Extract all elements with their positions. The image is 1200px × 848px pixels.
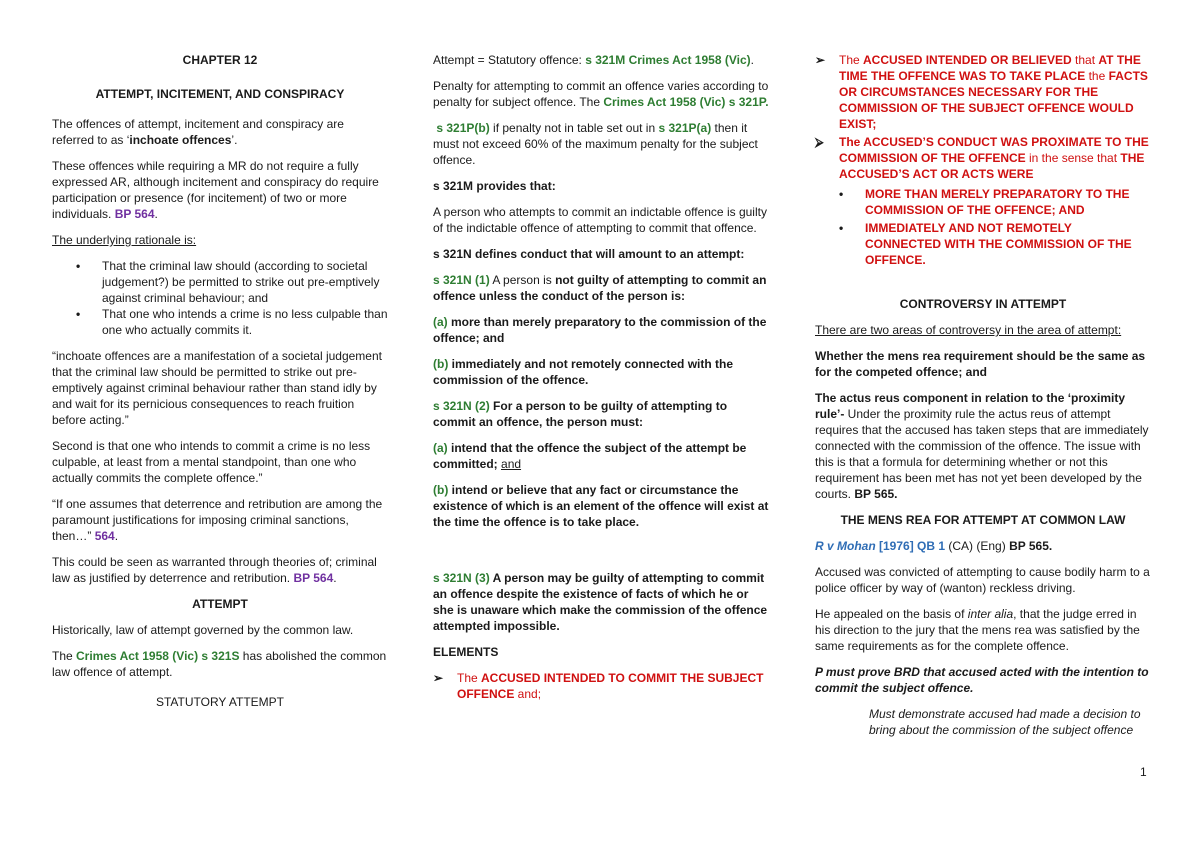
case-court: (CA) (Eng) [945,539,1010,553]
chapter-number: CHAPTER 12 [182,53,258,67]
s321p-paragraph [433,120,771,168]
bp-reference: BP 564 [293,571,334,585]
s321n-3 [433,570,771,634]
intro-end: ’. [231,133,238,147]
requirement-text: These offences while requiring a MR do not require a fully expressed AR, although incitement and conspiracy do require participation or presence (for incitement) of two or more individuals. [52,159,379,221]
demonstrate-statement: Must demonstrate accused had made a decision to bring about the commission of the subject offence [869,707,1141,737]
abolished-text: has abolished the common law offence of attempt. [52,649,387,679]
attempt-heading: ATTEMPT [192,597,248,611]
appeal-text: , that the judge erred in his direction to the jury that the mens rea was satisfied by the same requirements as for the complete offence. [815,607,1140,653]
element-text-bold: AT THE TIME THE OFFENCE WAS TO TAKE PLACE [839,53,1141,83]
s321n-2 [433,398,771,430]
s321n-1-text: A person is [489,273,556,287]
and-connector: and [501,457,522,471]
element-text: the [1085,69,1109,83]
rationale-item-2: • That one who intends a crime is no less culpable than one who actually commits it. [102,306,388,338]
s321n-2-text: For a person to be guilty of attempting to commit an offence, the person must: [433,399,728,429]
s321p-text-end: then it must not exceed 60% of the maximum penalty for the subject offence. [433,121,758,167]
controversy-heading: CONTROVERSY IN ATTEMPT [899,297,1067,311]
act-reference: Crimes Act 1958 (Vic) s 321P. [603,95,769,109]
abolished-paragraph [52,648,388,680]
act-reference: s 321M Crimes Act 1958 (Vic) [585,53,751,67]
s321n-1b [433,356,771,388]
controversy-item-1: Whether the mens rea requirement should be the same as for the competed offence; and [815,349,1146,379]
case-year: [1976] [875,539,918,553]
statutory-offence-end: . [750,53,754,67]
s321n-1-text-bold: not guilty of attempting to commit an offence unless the conduct of the person is: [433,273,767,303]
s321m-text: A person who attempts to commit an indictable offence is guilty of the indictable offence of attempting to commit that offence. [433,205,767,235]
subsection-label: (a) [433,315,448,329]
warranted-end: . [333,571,337,585]
subsection-label: (b) [433,483,449,497]
proximity-item-1: • MORE THAN MERELY PREPARATORY TO THE COMMISSION OF THE OFFENCE; AND [865,186,1151,218]
s321n-2b [433,482,771,530]
s321n-1a [433,314,771,346]
act-reference: Crimes Act 1958 (Vic) s 321S [76,649,240,663]
s321n-1a-text: more than merely preparatory to the commission of the offence; and [433,315,767,345]
proximity-sublist [839,186,1151,268]
element-text: The [457,671,482,685]
bp-reference: 564 [94,529,115,543]
mens-rea-heading: THE MENS REA FOR ATTEMPT AT COMMON LAW [840,513,1126,527]
s321n-2b-text: intend or believe that any fact or circumstance the existence of which is an element of the offence will exist at the time the offence is to take place. [433,483,769,529]
historically-paragraph: Historically, law of attempt governed by the common law. [52,623,354,637]
element-text-bold: THE ACCUSED’S ACT OR ACTS WERE [839,151,1145,181]
element-intention [433,670,771,702]
subsection-label: (b) [433,357,449,371]
subsection-label: (a) [433,441,448,455]
case-name: R v Mohan [815,539,876,553]
s321p-text: if penalty not in table set out in [489,121,659,135]
section-reference: s 321N (1) [433,273,490,287]
prove-statement: P must prove BRD that accused acted with the intention to commit the subject offence. [815,665,1149,695]
quote-culpable: Second is that one who intends to commit a crime is no less culpable, at least from a mental standpoint, than one who actually commits the complete offence.” [52,439,371,485]
case-report: QB 1 [917,539,946,553]
s321n-2a [433,440,771,472]
page-number: 1 [1140,765,1147,779]
element-text-bold: ACCUSED INTENDED TO COMMIT THE SUBJECT OFFENCE [457,671,764,701]
element-text-end: and; [514,687,542,701]
column-left [52,52,388,720]
case-appeal [815,606,1151,654]
statutory-offence-text: Attempt = Statutory offence: [433,53,586,67]
column-middle [433,52,771,704]
controversy-item-2 [815,390,1151,502]
section-reference: s 321N (2) [433,399,490,413]
element-text: in the sense that [1025,151,1121,165]
statutory-attempt-heading: STATUTORY ATTEMPT [155,695,284,709]
element-text-bold: FACTS OR CIRCUMSTANCES NECESSARY FOR THE COMMISSION OF THE SUBJECT OFFENCE WOULD EXIST; [839,69,1148,131]
element-text-bold: The ACCUSED’S CONDUCT WAS PROXIMATE TO THE COMMISSION OF THE OFFENCE [839,135,1149,165]
s321n-1b-text: immediately and not remotely connected with the commission of the offence. [433,357,734,387]
section-reference: s 321N (3) [433,571,490,585]
rationale-heading: The underlying rationale is: [52,233,197,247]
intro-text: The offences of attempt, incitement and conspiracy are referred to as ‘ [52,117,344,147]
requirement-end: . [154,207,158,221]
controversy-item-2-lead: The actus reus component in relation to the ‘proximity rule’- [815,391,1126,421]
warranted-text: This could be seen as warranted through theories of; criminal law as justified by deterrence and retribution. [52,555,377,585]
arrow-bullet-icon: ⮚ [815,135,824,149]
bp-reference: BP 565. [1009,539,1053,553]
bp-reference: BP 564 [114,207,155,221]
warranted-paragraph [52,554,388,586]
element-text: The [839,53,864,67]
s321n-2a-text: intend that the offence the subject of the attempt be committed; [433,441,747,471]
chapter-title: ATTEMPT, INCITEMENT, AND CONSPIRACY [95,87,345,101]
controversy-item-2-text: Under the proximity rule the actus reus of attempt requires that the accused has taken steps that are immediately connected with the commission of the offence. The issue with this is that a formula for determining whether or not this requirement has been met has not yet been developed by the courts. [815,407,1149,501]
section-reference: s 321P(a) [658,121,712,135]
inter-alia: inter alia [967,607,1014,621]
element-text: that [1071,53,1099,67]
appeal-lead: He appealed on the basis of [815,607,968,621]
section-reference: s 321P(b) [436,121,490,135]
quote-inchoate: “inchoate offences are a manifestation of a societal judgement that the criminal law should be permitted to strike out pre-emptively against criminal behaviour rather than stand idly by and wait for its pernicious consequences to reach fruition before acting.” [52,349,382,427]
s321m-heading: s 321M provides that: [433,179,556,193]
quote-deterrence-end: . [114,529,119,543]
inchoate-term: inchoate offences [129,133,232,147]
intro-paragraph [52,116,388,148]
element-belief [815,52,1151,132]
column-right [815,52,1151,748]
bp-reference: BP 565. [854,487,898,501]
statutory-offence-paragraph [433,52,771,68]
abolished-lead: The [52,649,77,663]
s321n-3-text: A person may be guilty of attempting to commit an offence despite the existence of facts of which he or she is unaware which make the commission of the offence attempted impossible. [433,571,768,633]
rationale-item-1: • That the criminal law should (according to societal judgement?) be permitted to strike out pre-emptively against criminal behaviour; and [102,258,388,306]
penalty-text: Penalty for attempting to commit an offence varies according to penalty for subject offence. The [433,79,769,109]
s321n-heading: s 321N defines conduct that will amount to an attempt: [433,247,745,261]
element-proximity [815,134,1151,268]
penalty-paragraph [433,78,771,110]
quote-deterrence-text: “If one assumes that deterrence and retribution are among the paramount justifications for imposing criminal sanctions, then…” [52,497,383,543]
requirement-paragraph [52,158,388,222]
case-citation [815,538,1151,554]
case-facts: Accused was convicted of attempting to cause bodily harm to a police officer by way of (wanton) reckless driving. [815,565,1150,595]
quote-deterrence [52,496,388,544]
proximity-item-2: • IMMEDIATELY AND NOT REMOTELY CONNECTED WITH THE COMMISSION OF THE OFFENCE. [865,220,1151,268]
elements-heading: ELEMENTS [433,645,499,659]
arrow-bullet-icon: ➢ [815,53,826,67]
arrow-bullet-icon: ➢ [433,671,444,685]
element-text-bold: ACCUSED INTENDED OR BELIEVED [863,53,1072,67]
rationale-list [52,258,388,338]
s321n-1 [433,272,771,304]
controversy-intro: There are two areas of controversy in the area of attempt: [815,323,1122,337]
